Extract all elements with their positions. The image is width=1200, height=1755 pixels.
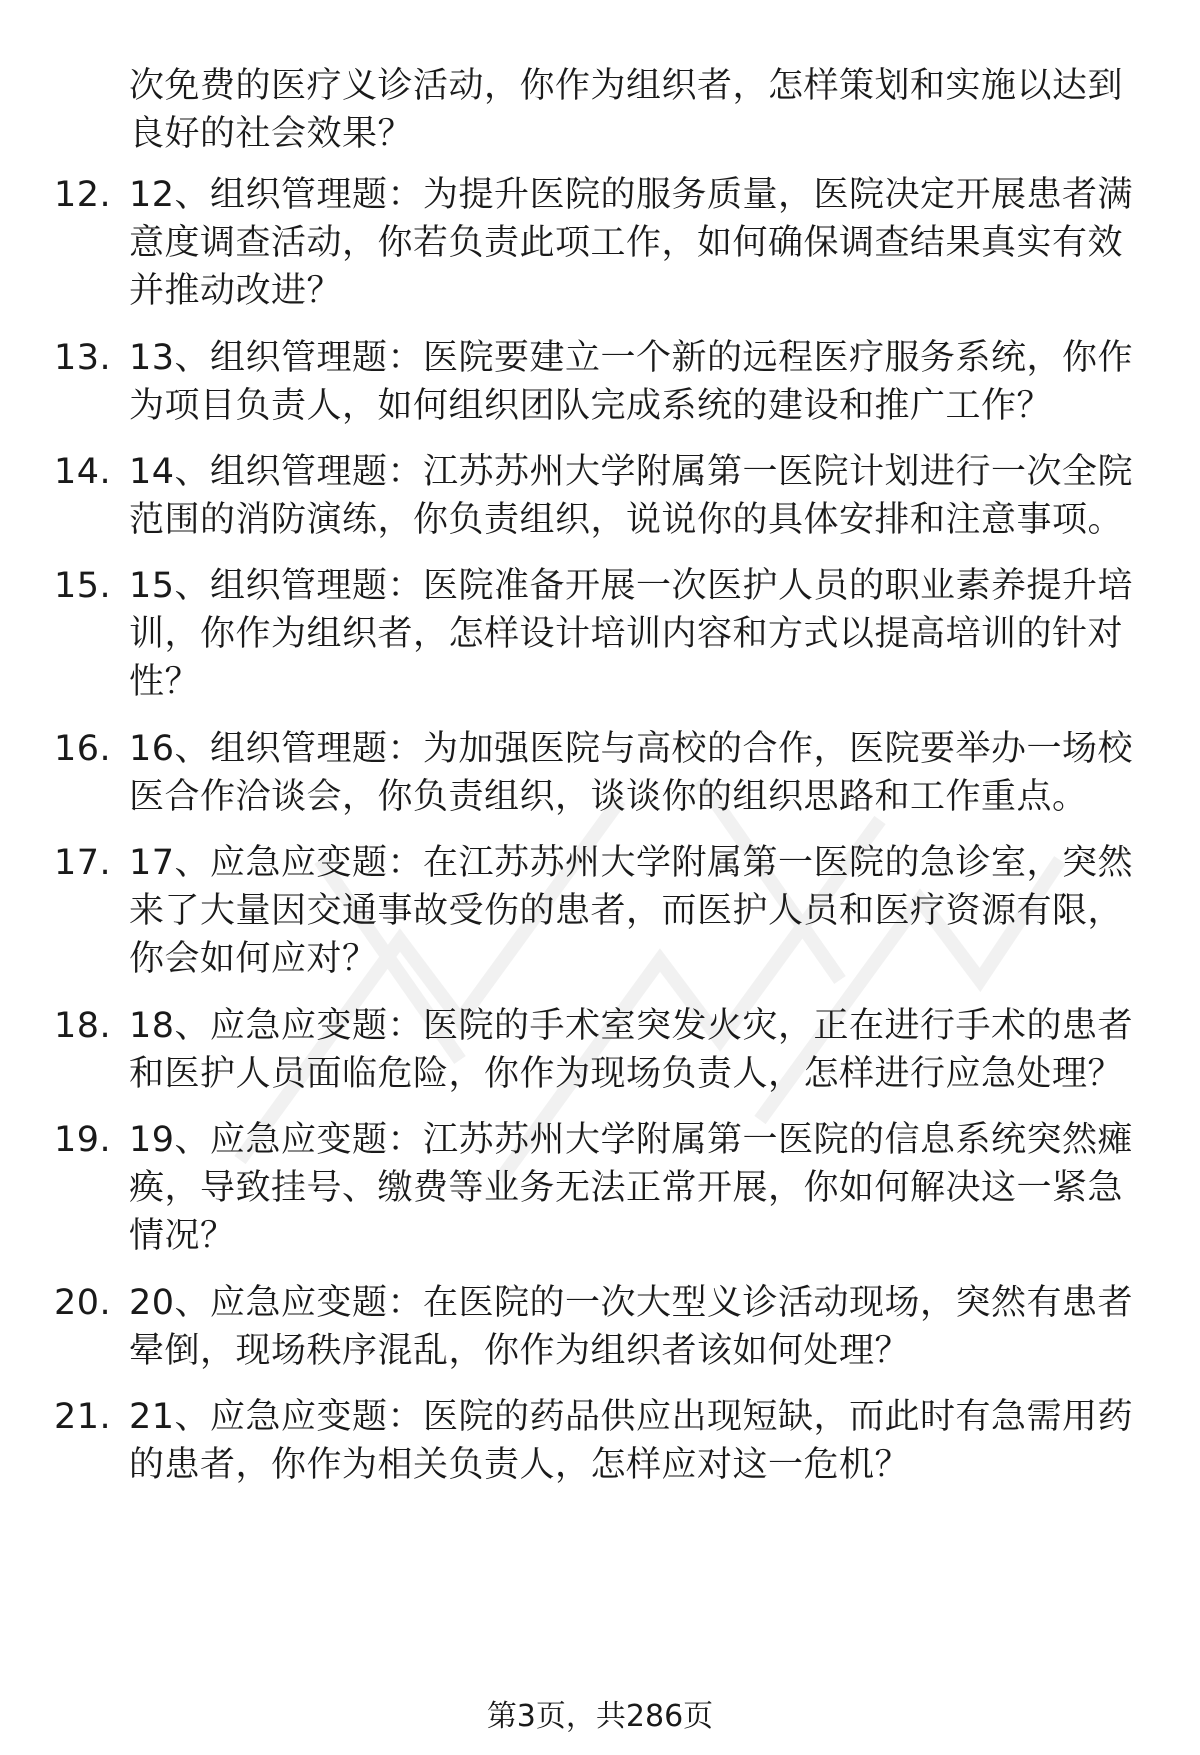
question-number: 16.: [54, 729, 112, 769]
question-number: 13.: [54, 338, 112, 378]
question-text: 13、组织管理题：医院要建立一个新的远程医疗服务系统，你作为项目负责人，如何组织团队完成系统的建设和推广工作？: [129, 338, 1134, 426]
question-number: 12.: [54, 175, 112, 215]
question-number: 21.: [54, 1397, 112, 1437]
question-number: 17.: [54, 843, 112, 883]
question-text: 15、组织管理题：医院准备开展一次医护人员的职业素养提升培训，你作为组织者，怎样设计培训内容和方式以提高培训的针对性？: [129, 566, 1134, 702]
question-text: 12、组织管理题：为提升医院的服务质量，医院决定开展患者满意度调查活动，你若负责此项工作，如何确保调查结果真实有效并推动改进？: [129, 175, 1134, 311]
question-number: 14.: [54, 452, 112, 492]
question-text: 19、应急应变题：江苏苏州大学附属第一医院的信息系统突然瘫痪，导致挂号、缴费等业务无法正常开展，你如何解决这一紧急情况？: [129, 1120, 1134, 1256]
continuation-text: 次免费的医疗义诊活动，你作为组织者，怎样策划和实施以达到良好的社会效果？: [129, 66, 1124, 154]
question-text: 14、组织管理题：江苏苏州大学附属第一医院计划进行一次全院范围的消防演练，你负责组织，说说你的具体安排和注意事项。: [129, 452, 1134, 540]
question-text: 20、应急应变题：在医院的一次大型义诊活动现场，突然有患者晕倒，现场秩序混乱，你作为组织者该如何处理？: [129, 1283, 1134, 1371]
question-number: 20.: [54, 1283, 112, 1323]
question-text: 17、应急应变题：在江苏苏州大学附属第一医院的急诊室，突然来了大量因交通事故受伤的患者，而医护人员和医疗资源有限，你会如何应对？: [129, 843, 1134, 979]
question-number: 15.: [54, 566, 112, 606]
question-text: 18、应急应变题：医院的手术室突发火灾，正在进行手术的患者和医护人员面临危险，你作为现场负责人，怎样进行应急处理？: [129, 1006, 1134, 1094]
question-text: 16、组织管理题：为加强医院与高校的合作，医院要举办一场校医合作洽谈会，你负责组织，谈谈你的组织思路和工作重点。: [129, 729, 1134, 817]
question-number: 18.: [54, 1006, 112, 1046]
page-footer: 第3页，共286页: [486, 1699, 714, 1734]
question-number: 19.: [54, 1120, 112, 1160]
question-text: 21、应急应变题：医院的药品供应出现短缺，而此时有急需用药的患者，你作为相关负责人，怎样应对这一危机？: [129, 1397, 1134, 1485]
